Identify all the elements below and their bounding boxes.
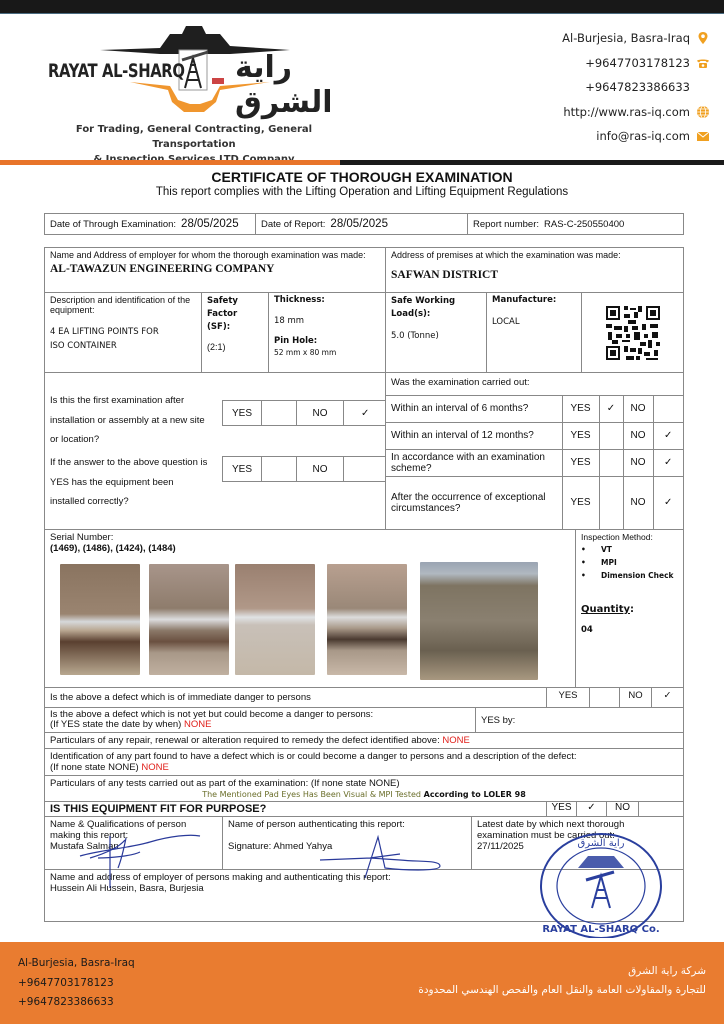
no-checkbox[interactable]: ✓ xyxy=(663,690,672,701)
yes-label: YES xyxy=(562,395,599,422)
logo-text-arabic: راية الشرق xyxy=(235,50,333,120)
yn-first-exam xyxy=(222,400,386,426)
report-number-value: RAS-C-250550400 xyxy=(544,218,625,230)
date-exam-value: 28/05/2025 xyxy=(181,218,239,230)
date-report-label: Date of Report: xyxy=(261,218,326,230)
contact-phone1[interactable]: +9647703178123 xyxy=(585,55,690,70)
exam-carried-out-header: Was the examination carried out: xyxy=(391,377,530,388)
repair-question: Particulars of any repair, renewal or alteration required to remedy the defect identified above: xyxy=(50,735,440,746)
employer-value: AL-TAWAZUN ENGINEERING COMPANY xyxy=(50,263,275,275)
no-label: NO xyxy=(623,449,653,476)
fit-no-label: NO xyxy=(607,802,639,816)
future-danger-value: NONE xyxy=(183,719,212,730)
question-exceptional-circumstances: After the occurrence of exceptional circumstances? xyxy=(386,476,562,529)
signoff-employer-value: Hussein Ali Hussein, Basra, Burjesia xyxy=(50,883,204,894)
thickness-label: Thickness: xyxy=(274,295,325,305)
stamp-arabic-text: راية الشرق xyxy=(577,838,625,849)
telephone-icon xyxy=(696,56,710,70)
swl-value: 5.0 (Tonne) xyxy=(391,331,439,341)
footer-phone2[interactable]: +9647823386633 xyxy=(18,996,114,1008)
photo-lifting-point-1484[interactable] xyxy=(327,564,407,675)
dates-row xyxy=(44,213,684,235)
future-danger-question: Is the above a defect which is not yet but could become a danger to persons: xyxy=(50,709,374,720)
header-divider xyxy=(0,160,724,165)
tagline-line1: For Trading, General Contracting, General Transportation xyxy=(75,124,313,150)
contact-phone2[interactable]: +9647823386633 xyxy=(585,80,690,95)
contact-email[interactable]: info@ras-iq.com xyxy=(596,129,690,144)
email-envelope-icon xyxy=(696,129,710,143)
date-report-value: 28/05/2025 xyxy=(330,218,388,230)
fit-for-purpose-question: IS THIS EQUIPMENT FIT FOR PURPOSE? xyxy=(45,802,547,816)
premises-value: SAFWAN DISTRICT xyxy=(391,269,499,281)
yes-by-label: YES by: xyxy=(481,714,516,726)
inspection-method-label: Inspection Method: xyxy=(581,532,653,542)
no-checkbox[interactable]: ✓ xyxy=(653,449,683,476)
yes-checkbox[interactable] xyxy=(599,476,623,529)
footer-arabic-description: للتجارة والمقاولات العامة والنقل العام والفحص الهندسي المحدودة xyxy=(418,984,706,996)
manufacture-label: Manufacture: xyxy=(492,295,557,305)
equipment-desc-line1: 4 EA LIFTING POINTS FOR xyxy=(50,327,159,337)
yes-checkbox[interactable] xyxy=(599,449,623,476)
next-exam-label: Latest date by which next thorough examination must be carried out: xyxy=(477,819,625,841)
safety-factor-label: Safety Factor (SF): xyxy=(207,296,238,332)
serial-label: Serial Number: xyxy=(50,532,114,543)
top-bar xyxy=(0,0,724,14)
tests-standard: According to LOLER 98 xyxy=(423,790,526,799)
repair-value: NONE xyxy=(442,735,470,746)
question-exam-scheme: In accordance with an examination scheme? xyxy=(386,449,562,476)
yes-by-field[interactable] xyxy=(476,708,683,732)
method-dimension-check: Dimension Check xyxy=(601,571,674,580)
no-label: NO xyxy=(623,476,653,529)
safety-factor-value: (2:1) xyxy=(207,342,226,352)
question-6-months: Within an interval of 6 months? xyxy=(386,395,562,422)
yn-installed-correctly xyxy=(222,456,386,482)
question-12-months: Within an interval of 12 months? xyxy=(386,422,562,449)
company-logo xyxy=(40,20,350,120)
yes-checkbox[interactable] xyxy=(262,401,297,426)
maker-label: Name & Qualifications of person making this report: xyxy=(50,819,187,841)
photo-iso-container[interactable] xyxy=(420,562,538,680)
logo-text-english: RAYAT AL-SHARQ xyxy=(48,60,185,82)
no-label: NO xyxy=(623,422,653,449)
equipment-desc-line2: ISO CONTAINER xyxy=(50,341,117,351)
no-label: NO xyxy=(620,688,652,707)
footer-phone1[interactable]: +9647703178123 xyxy=(18,976,114,989)
photo-lifting-point-1424[interactable] xyxy=(235,564,315,675)
photo-lifting-point-1469[interactable] xyxy=(60,564,140,675)
yes-label: YES xyxy=(562,476,599,529)
swl-label: Safe Working Load(s): xyxy=(391,296,456,319)
report-number-label: Report number: xyxy=(473,218,540,230)
equipment-desc-label: Description and identification of the equipment: xyxy=(50,295,191,315)
signoff-employer-label: Name and address of employer of persons making and authenticating this report: xyxy=(50,872,391,883)
quantity-label: Quantity xyxy=(581,604,630,615)
yes-label: YES xyxy=(547,688,590,707)
question-first-exam: Is this the first examination after installation or assembly at a new site or location? xyxy=(50,395,205,445)
company-stamp xyxy=(538,828,664,938)
pin-hole-value: 52 mm x 80 mm xyxy=(274,348,337,357)
question-installed-correctly: If the answer to the above question is YES has the equipment been installed correctly? xyxy=(50,457,208,507)
maker-name: Mustafa Salman xyxy=(50,841,119,852)
yn-interval-table xyxy=(386,395,683,529)
authenticator-label: Name of person authenticating this report: xyxy=(228,819,405,830)
tests-question: Particulars of any tests carried out as part of the examination: (If none state NONE) xyxy=(50,778,400,789)
fit-no-checkbox[interactable] xyxy=(639,802,683,816)
yes-label: YES xyxy=(562,422,599,449)
immediate-danger-question: Is the above a defect which is of immediate danger to persons xyxy=(45,688,547,707)
examination-form: Name and Address of employer for whom the thorough examination was made: AL-TAWAZUN ENGINEERING COMPANY Address of premises at which the examination was made: SAFWAN DISTRICT Description and identification of the equipment: 4 EA LIFTING POINTS FOR ISO CONTAINER Safety Factor (SF): (2:1) Thickness: 18 mm Pin Hole: 52 mm x 80 mm Safe Working Load(s): 5.0 (Tonne) Manufacture: LOCAL Is this the first examination after installation or assembly at a new site or location? YES NO ✓ If the answer to the above question is YES has the equipment been installed correctly? YES NO Was the examination carried out: Within an interval of 6 months? YES ✓ NO Within an interval of 12 months? YES NO ✓ In accordance with an examination scheme? YES NO ✓ After the occurrence of exceptional circumstances? YES NO ✓ Serial Number: (1469), (1486), (1424), (1484) Inspection Method: • VT • MPI • Dimension Check Quantity: 04 Is the above a defect which is of immediate danger to persons YES NO ✓ Is the above a defect which is not yet but could become a danger to persons: (If YES state the date by when) NONE YES by: Particulars of any repair, renewal or alteration required to remedy the defect identified above: NONE Identification of any part found to have a defect which is or could become a danger to persons and a description of the defect: (If none state NONE) NONE Particulars of any tests carried out as part of the examination: (If none state NONE) The Mentioned Pad Eyes Has Been Visual & MPI Tested According to LOLER 98 IS THIS EQUIPMENT FIT FOR PURPOSE? YES ✓ NO Name & Qualifications of person making this report: Mustafa Salman Name of person authenticating this report: Signature: Ahmed Yahya Latest date by which next thorough examination must be carried out: 27/11/2025 Name and address of employer of persons making and authenticating this report: Hussein Ali Hussein, Basra, Burjesia xyxy=(44,247,684,922)
authenticator-signature: Signature: Ahmed Yahya xyxy=(228,841,333,852)
method-mpi: MPI xyxy=(601,558,617,567)
photo-lifting-point-1486[interactable] xyxy=(149,564,229,675)
no-checkbox[interactable]: ✓ xyxy=(344,401,386,426)
footer-address: Al-Burjesia, Basra-Iraq xyxy=(18,957,135,969)
date-exam-label: Date of Through Examination: xyxy=(50,218,177,230)
yes-checkbox[interactable] xyxy=(590,688,620,707)
no-label: NO xyxy=(296,457,343,482)
no-label: NO xyxy=(296,401,343,426)
pin-hole-label: Pin Hole: xyxy=(274,336,318,346)
next-exam-date: 27/11/2025 xyxy=(477,841,524,852)
manufacture-value: LOCAL xyxy=(492,317,520,327)
serial-value: (1469), (1486), (1424), (1484) xyxy=(50,543,176,554)
yes-label: YES xyxy=(562,449,599,476)
yes-label: YES xyxy=(223,457,262,482)
certificate-subtitle: This report complies with the Lifting Operation and Lifting Equipment Regulations xyxy=(155,186,569,198)
method-vt: VT xyxy=(601,545,612,554)
stamp-english-text: RAYAT AL-SHARQ Co. xyxy=(542,924,660,935)
thickness-value: 18 mm xyxy=(274,316,305,326)
identification-hint: (If none state NONE) xyxy=(50,762,139,773)
future-danger-hint: (If YES state the date by when) xyxy=(50,719,182,730)
quantity-value: 04 xyxy=(581,625,593,635)
identification-question: Identification of any part found to have a defect which is or could become a danger to persons and a description of the defect: xyxy=(50,751,577,762)
fit-yes-checkbox[interactable]: ✓ xyxy=(577,802,607,816)
contact-website[interactable]: http://www.ras-iq.com xyxy=(563,104,690,119)
tests-value: The Mentioned Pad Eyes Has Been Visual & MPI Tested xyxy=(202,790,421,799)
yes-checkbox[interactable] xyxy=(599,422,623,449)
yes-checkbox[interactable] xyxy=(262,457,297,482)
contact-block xyxy=(510,26,710,149)
identification-value: NONE xyxy=(141,762,169,773)
page-footer xyxy=(0,942,724,1024)
fit-yes-label: YES xyxy=(547,802,577,816)
no-checkbox[interactable]: ✓ xyxy=(653,422,683,449)
qr-code[interactable] xyxy=(604,304,662,362)
footer-arabic-company: شركة راية الشرق xyxy=(628,965,706,977)
no-checkbox[interactable] xyxy=(653,395,683,422)
no-checkbox[interactable]: ✓ xyxy=(653,476,683,529)
location-pin-icon xyxy=(696,31,710,45)
employer-label: Name and Address of employer for whom the thorough examination was made: xyxy=(50,250,366,260)
certificate-title: CERTIFICATE OF THOROUGH EXAMINATION xyxy=(211,169,513,185)
yes-label: YES xyxy=(223,401,262,426)
contact-address: Al-Burjesia, Basra-Iraq xyxy=(562,31,690,46)
no-checkbox[interactable] xyxy=(344,457,386,482)
yes-checkbox[interactable]: ✓ xyxy=(599,395,623,422)
no-label: NO xyxy=(623,395,653,422)
globe-icon xyxy=(696,105,710,119)
premises-label: Address of premises at which the examination was made: xyxy=(391,250,621,260)
